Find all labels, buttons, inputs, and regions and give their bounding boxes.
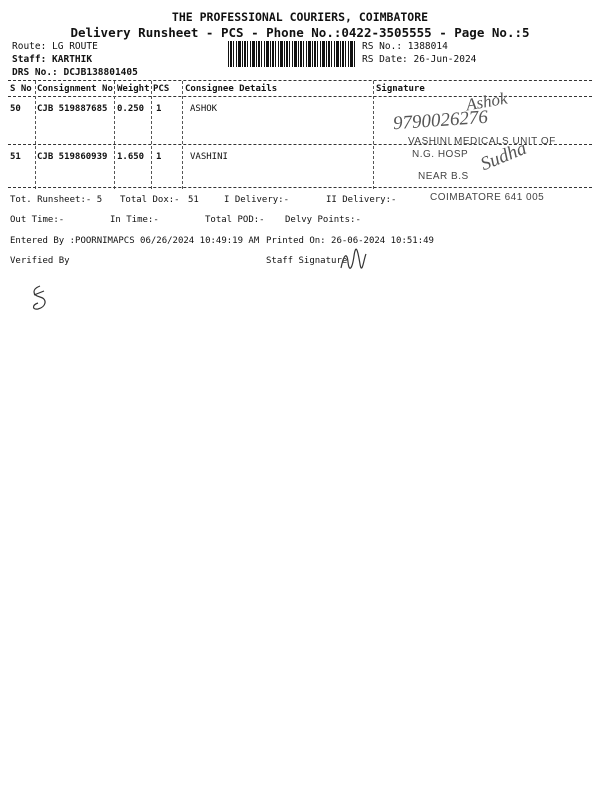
tot-runsheet: Tot. Runsheet:- 5 — [10, 195, 103, 205]
row-sno: 51 — [10, 152, 21, 162]
stamp-line2: N.G. HOSP — [412, 149, 469, 160]
stamp-line4: COIMBATORE 641 005 — [430, 192, 545, 203]
row-consignment: CJB 519860939 — [37, 152, 108, 162]
verified-by: Verified By — [10, 256, 70, 266]
row-consignee: VASHINI — [190, 152, 228, 162]
out-time: Out Time:- — [10, 215, 65, 225]
row-weight: 0.250 — [117, 104, 145, 114]
company-title: THE PROFESSIONAL COURIERS, COIMBATORE — [171, 10, 429, 24]
col-weight: Weight — [117, 84, 150, 94]
signature-handwriting-name: Ashok — [464, 88, 509, 115]
row-weight: 1.650 — [117, 152, 145, 162]
i-delivery: I Delivery:- — [224, 195, 290, 205]
col-sno: S No — [10, 84, 32, 94]
total-pod: Total POD:- — [205, 215, 265, 225]
col-sep — [35, 81, 36, 189]
row-consignee: ASHOK — [190, 104, 218, 114]
table-top-rule — [8, 80, 592, 81]
col-pcs: PCS — [153, 84, 170, 94]
signature-handwriting-second: Sudha — [477, 137, 530, 176]
route-label: Route: LG ROUTE — [12, 41, 98, 52]
staff-signature-label: Staff Signature — [266, 256, 348, 266]
row-pcs: 1 — [156, 104, 162, 114]
printed-on: Printed On: 26-06-2024 10:51:49 — [266, 236, 434, 246]
signature-handwriting-phone: 9790026276 — [392, 106, 489, 135]
stamp-line3: NEAR B.S — [418, 171, 469, 182]
staff-label: Staff: KARTHIK — [12, 54, 93, 65]
table-bottom-rule — [8, 187, 592, 188]
entered-by: Entered By :POORNIMAPCS 06/26/2024 10:49:19 AM — [10, 236, 260, 246]
delvy-points: Delvy Points:- — [285, 215, 361, 225]
drs-number: DRS No.: DCJB138801405 — [12, 67, 138, 78]
col-sep — [151, 81, 152, 189]
row-pcs: 1 — [156, 152, 162, 162]
row-sno: 50 — [10, 104, 21, 114]
in-time: In Time:- — [110, 215, 159, 225]
col-consignment: Consignment No — [37, 84, 113, 94]
barcode — [228, 41, 356, 67]
row-consignment: CJB 519887685 — [37, 104, 108, 114]
runsheet-subtitle: Delivery Runsheet - PCS - Phone No.:0422-3505555 - Page No.:5 — [70, 25, 530, 40]
col-consignee: Consignee Details — [185, 84, 278, 94]
stamp-line1: VASHINI MEDICALS UNIT OF — [408, 136, 556, 147]
total-dox-value: 51 — [188, 195, 199, 205]
col-sep — [182, 81, 183, 189]
col-signature: Signature — [376, 84, 425, 94]
ii-delivery: II Delivery:- — [326, 195, 397, 205]
col-sep — [373, 81, 374, 189]
rs-date: RS Date: 26-Jun-2024 — [362, 54, 477, 65]
staff-signature-scribble — [338, 248, 368, 274]
rs-number: RS No.: 1388014 — [362, 41, 448, 52]
total-dox-label: Total Dox:- — [120, 195, 180, 205]
verified-signature-scribble — [28, 283, 50, 313]
col-sep — [114, 81, 115, 189]
